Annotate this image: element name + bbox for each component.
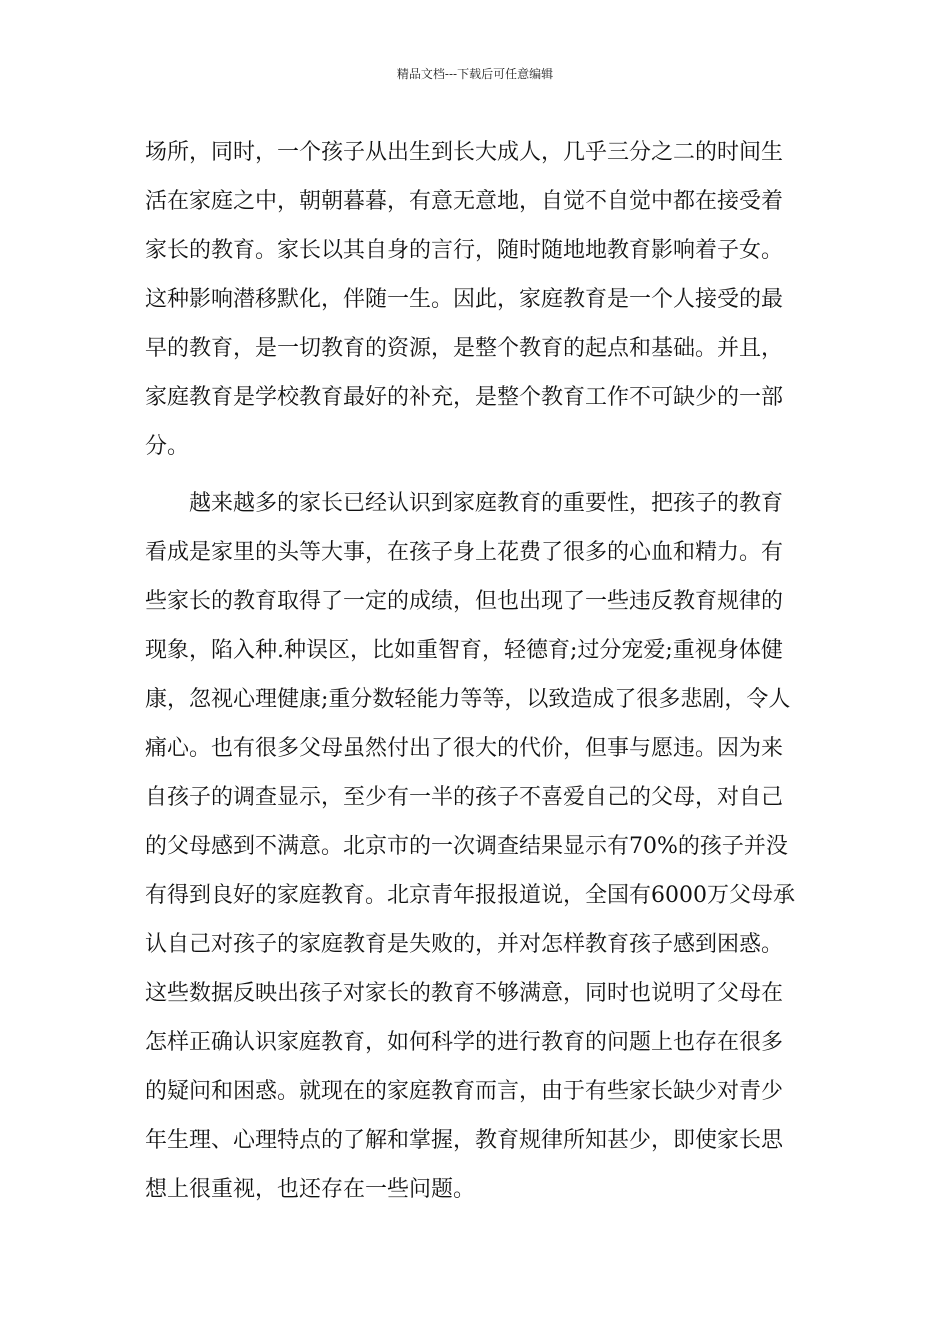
text-line: 痛心。也有很多父母虽然付出了很大的代价，但事与愿违。因为来 (145, 736, 784, 761)
text-line: 认自己对孩子的家庭教育是失败的，并对怎样教育孩子感到困惑。 (145, 932, 784, 957)
text-line: 有得到良好的家庭教育。北京青年报报道说，全国有6000万父母承 (145, 883, 795, 908)
paragraph-2 (145, 479, 807, 1214)
text-line: 看成是家里的头等大事，在孩子身上花费了很多的心血和精力。有 (145, 540, 784, 565)
document-body (145, 128, 807, 1214)
text-line: 年生理、心理特点的了解和掌握，教育规律所知甚少，即使家长思 (145, 1128, 784, 1153)
text-line: 些家长的教育取得了一定的成绩，但也出现了一些违反教育规律的 (145, 589, 784, 614)
text-line: 想上很重视，也还存在一些问题。 (145, 1177, 476, 1202)
text-line: 康，忽视心理健康;重分数轻能力等等，以致造成了很多悲剧，令人 (145, 687, 791, 712)
paragraph-1 (145, 128, 807, 471)
text-line: 分。 (145, 434, 190, 459)
text-line: 现象，陷入种.种误区，比如重智育，轻德育;过分宠爱;重视身体健 (145, 638, 783, 663)
text-line: 怎样正确认识家庭教育，如何科学的进行教育的问题上也存在很多 (145, 1030, 784, 1055)
text-line: 这种影响潜移默化，伴随一生。因此，家庭教育是一个人接受的最 (145, 287, 784, 312)
text-line: 越来越多的家长已经认识到家庭教育的重要性，把孩子的教育 (145, 491, 784, 516)
text-line: 家庭教育是学校教育最好的补充，是整个教育工作不可缺少的一部 (145, 385, 784, 410)
text-line: 早的教育，是一切教育的资源，是整个教育的起点和基础。并且， (145, 336, 784, 361)
text-line: 家长的教育。家长以其自身的言行，随时随地地教育影响着子女。 (145, 238, 784, 263)
text-line: 场所，同时，一个孩子从出生到长大成人，几乎三分之二的时间生 (145, 140, 784, 165)
paragraph-gap (145, 471, 807, 479)
page-header: 精品文档---下载后可任意编辑 (396, 67, 554, 81)
text-line: 这些数据反映出孩子对家长的教育不够满意，同时也说明了父母在 (145, 981, 784, 1006)
text-line: 的疑问和困惑。就现在的家庭教育而言，由于有些家长缺少对青少 (145, 1079, 784, 1104)
text-line: 的父母感到不满意。北京市的一次调查结果显示有70%的孩子并没 (145, 834, 788, 859)
text-line: 活在家庭之中，朝朝暮暮，有意无意地，自觉不自觉中都在接受着 (145, 189, 784, 214)
text-line: 自孩子的调查显示，至少有一半的孩子不喜爱自己的父母，对自己 (145, 785, 784, 810)
